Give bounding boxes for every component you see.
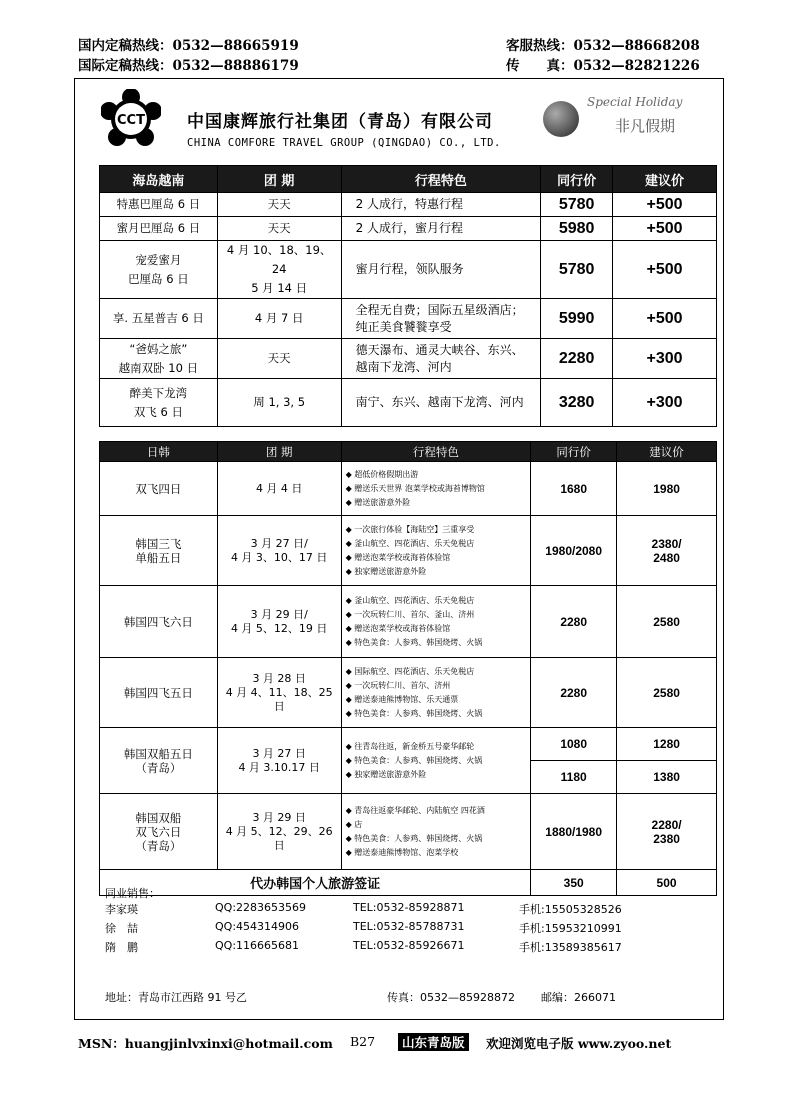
- itinerary-feature-line: ◆ 釜山航空、四花酒店、乐天免税店: [346, 594, 530, 608]
- sales-contact: [105, 901, 705, 919]
- itinerary-feature-line: ◆ 特色美食：人参鸡、韩国烧烤、火锅: [346, 754, 530, 768]
- suggested-price-line: +300: [646, 393, 683, 411]
- suggested-price: [617, 586, 717, 658]
- tour-period: [217, 462, 341, 516]
- tour-period-line: 3 月 27 日/: [250, 536, 308, 550]
- table-row: [100, 516, 717, 586]
- suggested-price-line: 2280/: [651, 817, 682, 832]
- tour-period-line: 天天: [267, 197, 291, 211]
- itinerary-feature-line: ◆ 往青岛往返，新金桥五号豪华邮轮: [346, 740, 530, 754]
- contact-qq: QQ:116665681: [215, 939, 300, 952]
- itinerary-feature-line: ◆ 赠送乐天世界 泡菜学校或海苔博物馆: [346, 482, 530, 496]
- route-name-line: 蜜月巴厘岛 6 日: [116, 221, 201, 235]
- itinerary-feature-line: ◆ 独家赠送旅游意外险: [346, 768, 530, 782]
- table2-header: 团 期: [217, 442, 341, 462]
- itinerary-feature-line: ◆ 特色美食：人参鸡、韩国烧烤、火锅: [346, 636, 530, 650]
- itinerary-feature-line: ◆ 店: [346, 818, 530, 832]
- trade-price: [531, 728, 617, 761]
- international-hotline: 国际定稿热线：0532—88886179: [78, 58, 299, 74]
- itinerary-feature: [341, 794, 531, 870]
- suggested-price: [617, 728, 717, 761]
- tour-period-line: 3 月 29 日/: [250, 607, 308, 621]
- tour-period: [217, 516, 341, 586]
- itinerary-feature-line: 德天瀑布、通灵大峡谷、东兴、: [355, 342, 524, 357]
- island-vietnam-table: [99, 165, 717, 427]
- route-name-line: 双飞 6 日: [133, 404, 183, 419]
- tour-period-line: 天天: [267, 351, 291, 365]
- trade-price-line: 2280: [560, 614, 588, 629]
- itinerary-feature: [341, 658, 531, 728]
- itinerary-feature: [341, 728, 531, 794]
- itinerary-feature-line: 2 人成行，蜜月行程: [355, 221, 464, 235]
- trade-price-line: 1980/2080: [545, 543, 603, 558]
- japan-korea-table: [99, 441, 717, 896]
- itinerary-feature: [341, 193, 541, 217]
- main-frame: [74, 78, 724, 1020]
- sales-contact: [105, 939, 705, 957]
- itinerary-feature: [341, 516, 531, 586]
- route-name: [100, 299, 218, 339]
- suggested-price: [613, 241, 717, 299]
- suggested-price-line: 2380/: [651, 536, 682, 551]
- suggested-price-line: 2380: [653, 831, 680, 846]
- suggested-price: [613, 299, 717, 339]
- itinerary-feature-line: ◆ 赠送泡菜学校或海苔体验馆: [346, 622, 530, 636]
- page-footer: [78, 1034, 708, 1054]
- trade-price-line: 2280: [560, 685, 588, 700]
- suggested-price: [613, 379, 717, 427]
- suggested-price: [613, 339, 717, 379]
- company-name-en: CHINA COMFORE TRAVEL GROUP (QINGDAO) CO., LTD.: [187, 137, 501, 149]
- route-name-line: 双飞四日: [135, 481, 182, 496]
- contact-tel: TEL:0532-85928871: [353, 901, 465, 914]
- route-name: [100, 217, 218, 241]
- table1-header: 团 期: [217, 166, 341, 193]
- table-row: [100, 728, 717, 761]
- table2-header: 行程特色: [341, 442, 531, 462]
- trade-price: [541, 339, 613, 379]
- route-name-line: 越南双卧 10 日: [118, 360, 199, 375]
- tour-period: [217, 794, 341, 870]
- itinerary-feature-line: ◆ 赠送泰迪熊博物馆、乐天通票: [346, 693, 530, 707]
- tour-period-line: 天天: [267, 221, 291, 235]
- msn-contact: MSN：huangjinlvxinxi@hotmail.com: [78, 1036, 333, 1051]
- edition-label: 山东青岛版: [398, 1033, 469, 1051]
- trade-price: [531, 658, 617, 728]
- route-name-line: 享. 五星普吉 6 日: [112, 311, 204, 325]
- fax-line: 传 真：0532—82821226: [506, 58, 700, 74]
- itinerary-feature-line: 南宁、东兴、越南下龙湾、河内: [355, 395, 524, 409]
- trade-price-line: 5990: [558, 309, 595, 327]
- tour-period: [217, 241, 341, 299]
- route-name: [100, 516, 218, 586]
- route-name: [100, 728, 218, 794]
- service-hotline: 客服热线：0532—88668208: [506, 38, 700, 54]
- suggested-price: [613, 193, 717, 217]
- tour-period-line: 4 月 5、12、29、26 日: [225, 824, 333, 852]
- trade-price: [531, 462, 617, 516]
- itinerary-feature-line: ◆ 赠送泡菜学校或海苔体验馆: [346, 551, 530, 565]
- contact-tel: TEL:0532-85926671: [353, 939, 465, 952]
- itinerary-feature-line: ◆ 独家赠送旅游意外险: [346, 565, 530, 579]
- route-name: [100, 462, 218, 516]
- suggested-price: [613, 217, 717, 241]
- contact-name: 隋 鹏: [105, 941, 138, 954]
- tour-period-line: 3 月 27 日: [252, 746, 306, 760]
- visa-service: [100, 870, 531, 896]
- itinerary-feature-line: 2 人成行，特惠行程: [355, 197, 464, 211]
- trade-price-line: 1180: [560, 770, 587, 784]
- welcome-text: 欢迎浏览电子版 www.zyoo.net: [486, 1036, 672, 1051]
- tour-period: [217, 586, 341, 658]
- trade-price: [541, 193, 613, 217]
- route-name: [100, 339, 218, 379]
- itinerary-feature-line: ◆ 一次旅行体验【海陆空】三重享受: [346, 523, 530, 537]
- itinerary-feature-line: ◆ 一次玩转仁川、首尔、济州: [346, 679, 530, 693]
- route-name: [100, 658, 218, 728]
- special-holiday-cn: 非凡假期: [615, 117, 676, 135]
- suggested-price: [617, 761, 717, 794]
- tour-period: [217, 217, 341, 241]
- route-name-line: “爸妈之旅”: [129, 341, 188, 356]
- suggested-price-line: 2580: [653, 685, 680, 700]
- itinerary-feature-line: ◆ 一次玩转仁川、首尔、釜山、济州: [346, 608, 530, 622]
- table1-header: 行程特色: [341, 166, 541, 193]
- tour-period-line: 4 月 7 日: [254, 311, 304, 325]
- contact-qq: QQ:2283653569: [215, 901, 307, 914]
- itinerary-feature-line: ◆ 特色美食：人参鸡、韩国烧烤、火锅: [346, 832, 530, 846]
- itinerary-feature: [341, 586, 531, 658]
- table-row: [100, 658, 717, 728]
- route-name: [100, 193, 218, 217]
- tour-period: [217, 379, 341, 427]
- trade-price-line: 350: [563, 875, 584, 890]
- tour-period-line: 3 月 28 日: [252, 671, 306, 685]
- suggested-price-line: 1380: [653, 770, 680, 784]
- company-header: [75, 79, 723, 164]
- suggested-price: [617, 794, 717, 870]
- suggested-price: [617, 870, 717, 896]
- trade-price: [531, 586, 617, 658]
- tour-period-line: 周 1, 3, 5: [253, 395, 306, 409]
- special-holiday-logo: [537, 89, 717, 149]
- route-name: [100, 586, 218, 658]
- table1-header: 同行价: [541, 166, 613, 193]
- contact-qq: QQ:454314906: [215, 920, 300, 933]
- trade-price-line: 5980: [558, 219, 595, 237]
- suggested-price-line: +500: [646, 219, 683, 237]
- table-row: [100, 299, 717, 339]
- suggested-price-line: 1280: [653, 737, 680, 751]
- route-name-line: 巴厘岛 6 日: [128, 271, 189, 286]
- trade-price: [531, 516, 617, 586]
- trade-price: [541, 217, 613, 241]
- trade-price: [541, 241, 613, 299]
- suggested-price: [617, 658, 717, 728]
- itinerary-feature: [341, 339, 541, 379]
- table-row: [100, 193, 717, 217]
- suggested-price-line: 500: [656, 875, 677, 890]
- sales-title: 同业销售：: [105, 887, 160, 900]
- tour-period: [217, 299, 341, 339]
- suggested-price-line: 2480: [653, 550, 680, 565]
- suggested-price: [617, 516, 717, 586]
- company-name-cn: 中国康辉旅行社集团（青岛）有限公司: [187, 112, 493, 132]
- table-row: [100, 794, 717, 870]
- contact-mobile: 手机:15505328526: [519, 903, 622, 916]
- hotlines: [78, 34, 702, 74]
- route-name-line: 宠爱蜜月: [135, 252, 182, 267]
- itinerary-feature-line: ◆ 青岛往返豪华邮轮、内陆航空 四花酒: [346, 804, 530, 818]
- trade-price-line: 5780: [558, 195, 595, 213]
- trade-price-line: 1080: [560, 737, 588, 751]
- visa-row: [100, 870, 717, 896]
- trade-price: [531, 870, 617, 896]
- trade-price-line: 5780: [558, 260, 595, 278]
- cct-logo-icon: [101, 89, 161, 149]
- itinerary-feature: [341, 217, 541, 241]
- tour-period: [217, 339, 341, 379]
- address: 地址：青岛市江西路 91 号乙: [105, 991, 247, 1004]
- itinerary-feature-line: 全程无自费；国际五星级酒店；: [355, 302, 524, 317]
- trade-price-line: 2280: [558, 349, 595, 367]
- route-name-line: 双飞六日: [135, 824, 182, 839]
- suggested-price-line: +300: [646, 349, 683, 367]
- table-row: [100, 241, 717, 299]
- itinerary-feature-line: 越南下龙湾、河内: [355, 359, 452, 374]
- tour-period-line: 3 月 29 日: [252, 810, 306, 824]
- trade-price: [531, 794, 617, 870]
- trade-price: [541, 299, 613, 339]
- special-holiday-en: Special Holiday: [587, 95, 683, 109]
- page-number: B27: [350, 1034, 376, 1049]
- sales-contact: [105, 920, 705, 938]
- table2-header: 建议价: [617, 442, 717, 462]
- suggested-price-line: +500: [646, 260, 683, 278]
- route-name: [100, 379, 218, 427]
- tour-period-line: 4 月 3.10.17 日: [238, 760, 320, 774]
- itinerary-feature: [341, 379, 541, 427]
- suggested-price-line: 2580: [653, 614, 680, 629]
- itinerary-feature-line: 蜜月行程，领队服务: [355, 262, 464, 276]
- trade-price-line: 1680: [560, 481, 588, 496]
- domestic-hotline: 国内定稿热线：0532—88665919: [78, 38, 299, 54]
- contact-tel: TEL:0532-85788731: [353, 920, 465, 933]
- trade-price-line: 1880/1980: [545, 824, 603, 839]
- tour-period-line: 4 月 10、18、19、24: [226, 243, 332, 276]
- tour-period-line: 4 月 5、12、19 日: [230, 621, 328, 635]
- route-name: [100, 241, 218, 299]
- tour-period-line: 4 月 4 日: [255, 481, 303, 495]
- route-name: [100, 794, 218, 870]
- fax: 传真：0532—85928872: [387, 991, 515, 1004]
- table2-header: 日韩: [100, 442, 218, 462]
- trade-price: [531, 761, 617, 794]
- itinerary-feature-line: ◆ 国际航空、四花酒店、乐天免税店: [346, 665, 530, 679]
- tour-period: [217, 658, 341, 728]
- itinerary-feature: [341, 299, 541, 339]
- itinerary-feature-line: 纯正美食饕餮享受: [355, 319, 452, 334]
- contact-mobile: 手机:15953210991: [519, 922, 622, 935]
- table-row: [100, 462, 717, 516]
- table1-header: 海岛越南: [100, 166, 218, 193]
- table-row: [100, 586, 717, 658]
- route-name-line: 韩国四飞五日: [123, 685, 193, 700]
- route-name-line: （青岛）: [135, 760, 182, 775]
- route-name-line: 韩国三飞: [135, 536, 182, 551]
- tour-period-line: 4 月 3、10、17 日: [230, 550, 328, 564]
- suggested-price-line: +500: [646, 195, 683, 213]
- table-row: [100, 217, 717, 241]
- contact-name: 徐 喆: [105, 922, 138, 935]
- itinerary-feature-line: ◆ 釜山航空、四花酒店、乐天免税店: [346, 537, 530, 551]
- itinerary-feature: [341, 462, 531, 516]
- tour-period: [217, 728, 341, 794]
- logo-text: CCT: [117, 113, 145, 128]
- itinerary-feature-line: ◆ 赠送旅游意外险: [346, 496, 530, 510]
- trade-price-line: 3280: [558, 393, 595, 411]
- contact-mobile: 手机:13589385617: [519, 941, 622, 954]
- suggested-price-line: 1980: [653, 481, 680, 496]
- globe-icon: [543, 101, 579, 137]
- itinerary-feature-line: ◆ 赠送泰迪熊博物馆、泡菜学校: [346, 846, 530, 860]
- route-name-line: 特惠巴厘岛 6 日: [116, 197, 201, 211]
- tour-period-line: 4 月 4、11、18、25 日: [225, 685, 333, 713]
- table1-header: 建议价: [613, 166, 717, 193]
- table-row: [100, 339, 717, 379]
- route-name-line: 单船五日: [135, 550, 182, 565]
- suggested-price: [617, 462, 717, 516]
- contact-name: 李家瑛: [105, 903, 138, 916]
- route-name-line: 醉美下龙湾: [129, 385, 188, 400]
- trade-price: [541, 379, 613, 427]
- itinerary-feature-line: ◆ 特色美食：人参鸡、韩国烧烤、火锅: [346, 707, 530, 721]
- tour-period-line: 5 月 14 日: [251, 281, 308, 295]
- itinerary-feature-line: ◆ 超低价格假期出游: [346, 468, 530, 482]
- visa-service-line: 代办韩国个人旅游签证: [250, 877, 381, 892]
- table2-header: 同行价: [531, 442, 617, 462]
- route-name-line: （青岛）: [135, 838, 182, 853]
- itinerary-feature: [341, 241, 541, 299]
- route-name-line: 韩国四飞六日: [123, 614, 193, 629]
- route-name-line: 韩国双船五日: [123, 746, 193, 761]
- tour-period: [217, 193, 341, 217]
- route-name-line: 韩国双船: [135, 810, 182, 825]
- postcode: 邮编：266071: [541, 991, 616, 1004]
- table-row: [100, 379, 717, 427]
- suggested-price-line: +500: [646, 309, 683, 327]
